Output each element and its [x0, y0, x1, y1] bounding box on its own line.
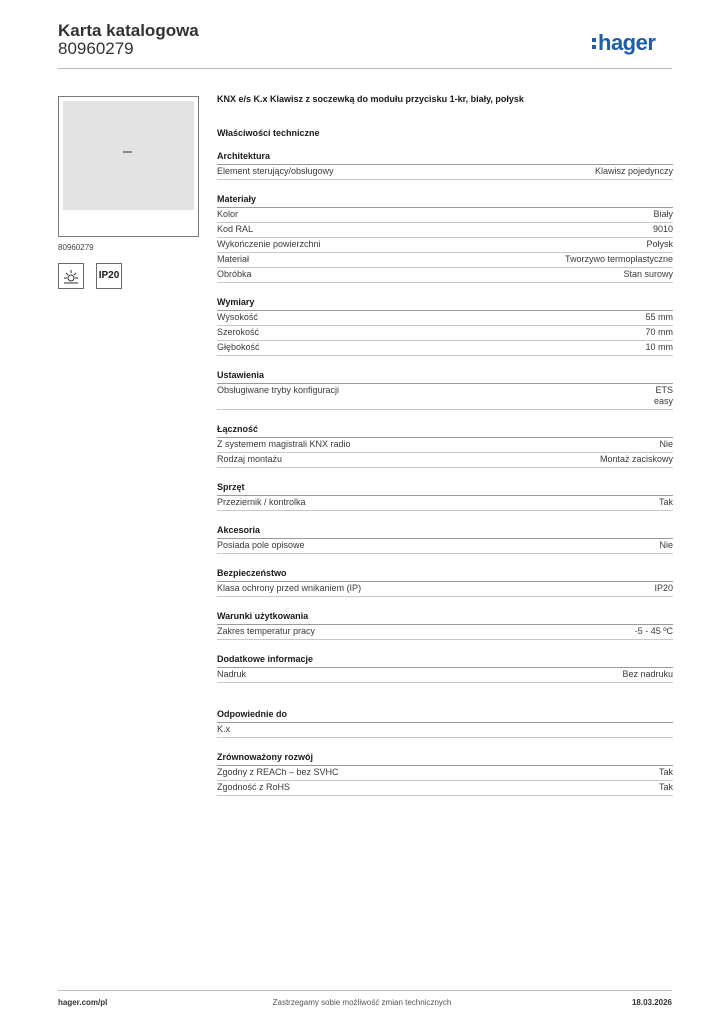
spec-row [217, 311, 673, 326]
spec-value [659, 497, 673, 508]
spec-value [659, 540, 673, 551]
spec-value-line: Klawisz pojedynczy [594, 166, 673, 176]
section-title: Łączność [217, 424, 673, 438]
image-caption-code: 80960279 [58, 243, 94, 252]
spec-row [217, 238, 673, 253]
spec-row [217, 723, 673, 738]
section-title: Odpowiednie do [217, 709, 673, 723]
spec-value [659, 439, 673, 450]
spec-row [217, 438, 673, 453]
spec-value-line: 70 mm [645, 327, 673, 337]
spec-label: Zgodność z RoHS [217, 782, 291, 792]
spec-value-line: Nie [659, 439, 673, 449]
spec-value [645, 342, 673, 353]
spec-row [217, 384, 673, 410]
spec-value-line: ETS [655, 385, 673, 395]
ip-rating-badge: IP20 [96, 263, 122, 289]
spec-row [217, 625, 673, 640]
spec-value [646, 239, 673, 250]
section-title: Bezpieczeństwo [217, 568, 673, 582]
spec-value-line: easy [653, 396, 673, 406]
spec-label: Wykończenie powierzchni [217, 239, 321, 249]
spec-value [623, 269, 673, 280]
spec-value-line: Tak [658, 767, 673, 777]
spec-value-line: Montaż zaciskowy [599, 454, 673, 464]
spec-value [654, 385, 673, 407]
section-title: Dodatkowe informacje [217, 654, 673, 668]
spec-row [217, 766, 673, 781]
section-title: Materiały [217, 194, 673, 208]
spec-label: Przeziernik / kontrolka [217, 497, 306, 507]
spec-value [659, 767, 673, 778]
svg-text:hager: hager [598, 30, 656, 55]
spec-label: Posiada pole opisowe [217, 540, 305, 550]
spec-label: Szerokość [217, 327, 260, 337]
spec-value [595, 166, 673, 177]
product-code: 80960279 [58, 39, 134, 58]
spec-label: Element sterujący/obsługowy [217, 166, 334, 176]
spec-value-line: Tak [658, 782, 673, 792]
spec-value [659, 782, 673, 793]
spec-value-line: Biały [653, 209, 673, 219]
spec-row [217, 223, 673, 238]
spec-label: Materiał [217, 254, 250, 264]
section-title: Sprzęt [217, 482, 673, 496]
spec-label: Obróbka [217, 269, 252, 279]
spec-label: Zakres temperatur pracy [217, 626, 316, 636]
spec-value-line: Tak [658, 497, 673, 507]
spec-value [653, 209, 673, 220]
spec-label: K.x [217, 724, 231, 734]
spec-value-line: Stan surowy [623, 269, 673, 279]
spec-value [654, 583, 673, 594]
spec-label: Klasa ochrony przed wnikaniem (IP) [217, 583, 362, 593]
section-title: Architektura [217, 151, 673, 165]
footer-divider [58, 990, 672, 991]
spec-label: Głębokość [217, 342, 260, 352]
spec-row [217, 268, 673, 283]
spec-row [217, 539, 673, 554]
section-title: Ustawienia [217, 370, 673, 384]
spec-sections [217, 151, 673, 796]
spec-row [217, 341, 673, 356]
spec-row [217, 496, 673, 511]
header-divider [58, 68, 672, 69]
spec-value [600, 454, 673, 465]
spec-label: Obsługiwane tryby konfiguracji [217, 385, 340, 395]
spec-row [217, 253, 673, 268]
spec-value-line: 55 mm [645, 312, 673, 322]
properties-heading: Właściwości techniczne [217, 128, 320, 138]
spec-row [217, 668, 673, 683]
spec-label: Zgodny z REACh – bez SVHC [217, 767, 339, 777]
spec-row [217, 165, 673, 180]
spec-value [653, 224, 673, 235]
spec-value [622, 669, 673, 680]
spec-label: Rodzaj montażu [217, 454, 283, 464]
page-title: Karta katalogowa [58, 21, 199, 40]
spec-sheet [217, 94, 673, 796]
section-title: Akcesoria [217, 525, 673, 539]
product-image [58, 96, 199, 237]
spec-value [565, 254, 673, 265]
spec-label: Kod RAL [217, 224, 254, 234]
spec-row [217, 453, 673, 468]
hager-logo [592, 30, 674, 56]
spec-value-line: Połysk [646, 239, 673, 249]
lens-indicator [123, 151, 132, 153]
spec-value-line: -5 - 45 ºC [634, 626, 673, 636]
spec-value-line: Bez nadruku [622, 669, 673, 679]
spec-row [217, 326, 673, 341]
spec-value-line: 10 mm [645, 342, 673, 352]
footer-notice: Zastrzegamy sobie możliwość zmian technicznych [272, 998, 452, 1007]
spec-value-line: Nie [659, 540, 673, 550]
spec-value-line: Tworzywo termoplastyczne [564, 254, 673, 264]
spec-value [645, 327, 673, 338]
spec-label: Wysokość [217, 312, 258, 322]
indicator-light-icon [58, 263, 84, 289]
section-title: Zrównoważony rozwój [217, 752, 673, 766]
spec-row [217, 582, 673, 597]
spec-label: Nadruk [217, 669, 247, 679]
switch-plate [63, 101, 194, 210]
footer-date: 18.03.2026 [631, 998, 672, 1007]
spec-value [645, 312, 673, 323]
spec-row [217, 208, 673, 223]
spec-label: Kolor [217, 209, 239, 219]
spec-value-line: IP20 [654, 583, 673, 593]
footer-website: hager.com/pl [58, 998, 108, 1007]
spec-value [635, 626, 673, 637]
section-title: Warunki użytkowania [217, 611, 673, 625]
section-title: Wymiary [217, 297, 673, 311]
spec-row [217, 781, 673, 796]
product-name: KNX e/s K.x Klawisz z soczewką do modułu przycisku 1-kr, biały, połysk [217, 94, 524, 104]
spec-label: Z systemem magistrali KNX radio [217, 439, 351, 449]
spec-value-line: 9010 [652, 224, 673, 234]
